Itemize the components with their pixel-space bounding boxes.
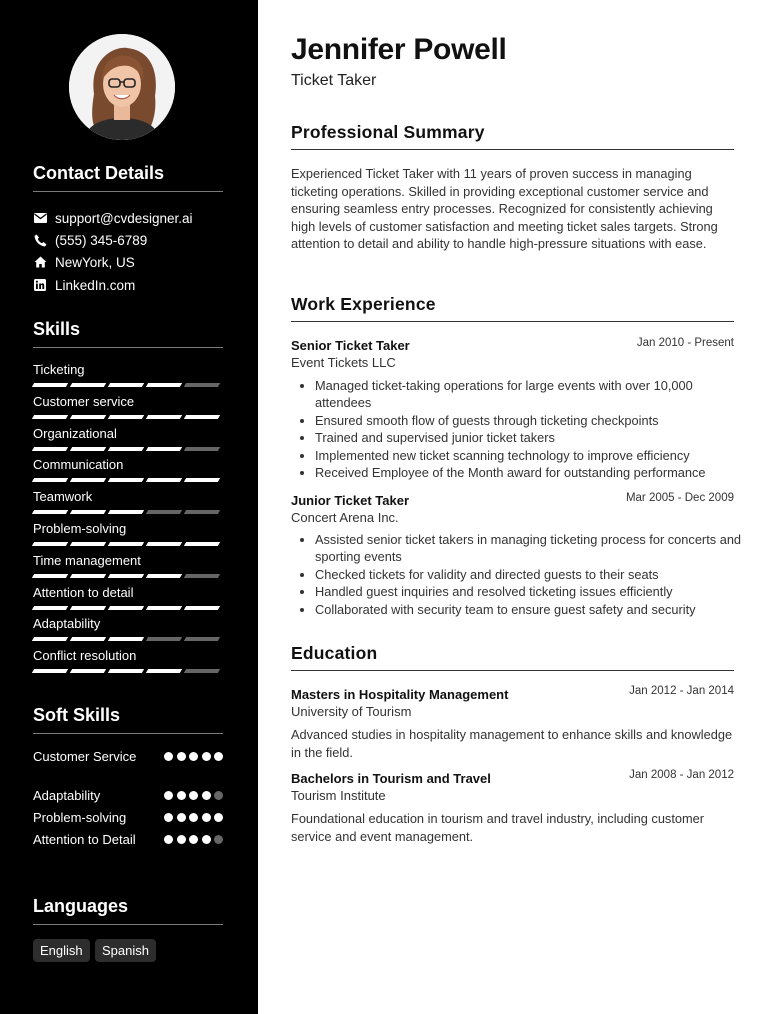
skill-level-segment — [108, 510, 144, 514]
skill-label: Time management — [33, 552, 141, 568]
skill-level-segment — [108, 574, 144, 578]
list-item: • Assisted senior ticket takers in managing ticketing process for concerts and sporting events — [315, 531, 752, 566]
rating-dot — [214, 835, 223, 844]
rating-dot — [214, 813, 223, 822]
skill-level-bar — [33, 574, 223, 578]
skill-level-segment — [184, 606, 220, 610]
job-dates: Jan 2010 - Present — [636, 337, 734, 349]
rating-dot — [164, 813, 173, 822]
soft-skill-label: Attention to Detail — [33, 832, 136, 847]
degree-title: Bachelors in Tourism and Travel — [291, 771, 491, 786]
soft-skill-label: Customer Service — [33, 749, 137, 764]
skill-label: Adaptability — [33, 616, 101, 632]
skill-label: Problem-solving — [33, 521, 127, 536]
skill-level-segment — [32, 447, 68, 451]
rating-dot — [177, 752, 186, 761]
skill-item — [33, 585, 223, 610]
skill-level-segment — [70, 637, 106, 641]
skill-label: Attention to detail — [33, 584, 134, 600]
envelope-icon — [33, 211, 47, 225]
list-item: • Implemented new ticket scanning technology to improve efficiency — [315, 447, 752, 464]
list-item: • Trained and supervised junior ticket takers — [315, 429, 752, 446]
soft-skill-rating — [161, 835, 224, 844]
skill-level-bar — [33, 606, 223, 610]
experience-section-title: Work Experience — [291, 294, 734, 322]
skill-level-segment — [184, 415, 220, 419]
job-bullets — [297, 377, 752, 481]
rating-dot — [202, 791, 211, 800]
contact-linkedin[interactable] — [33, 276, 135, 294]
contact-linkedin-text: LinkedIn.com — [55, 277, 136, 293]
rating-dot — [164, 752, 173, 761]
rating-dot — [189, 752, 198, 761]
skill-level-segment — [70, 447, 106, 451]
skill-level-segment — [32, 510, 68, 514]
person-role: Ticket Taker — [291, 72, 377, 89]
skill-level-segment — [108, 606, 144, 610]
language-tag: Spanish — [95, 939, 156, 962]
skill-level-segment — [146, 637, 182, 641]
skill-level-bar — [33, 669, 223, 673]
skill-level-bar — [33, 637, 223, 641]
skill-level-segment — [146, 542, 182, 546]
skill-level-segment — [32, 478, 68, 482]
skill-level-segment — [108, 383, 144, 387]
skill-level-segment — [70, 669, 106, 673]
skill-level-segment — [70, 542, 106, 546]
rating-dot — [177, 791, 186, 800]
skill-level-segment — [146, 606, 182, 610]
skill-label: Communication — [33, 457, 124, 473]
rating-dot — [177, 813, 186, 822]
skill-level-segment — [32, 574, 68, 578]
skill-level-segment — [184, 478, 220, 482]
skill-level-bar — [33, 447, 223, 451]
skill-level-segment — [108, 415, 144, 419]
skill-item — [33, 616, 223, 641]
skill-level-segment — [32, 415, 68, 419]
job-title: Senior Ticket Taker — [291, 338, 410, 353]
skill-level-segment — [184, 542, 220, 546]
skill-level-segment — [70, 383, 106, 387]
skill-label: Customer service — [33, 393, 135, 409]
job-title: Junior Ticket Taker — [291, 493, 410, 508]
skill-level-segment — [70, 606, 106, 610]
phone-icon — [33, 233, 47, 247]
soft-skills-section-title: Soft Skills — [33, 705, 223, 734]
skill-label: Ticketing — [33, 362, 85, 377]
rating-dot — [202, 835, 211, 844]
skill-level-segment — [146, 383, 182, 387]
skill-item — [33, 553, 223, 578]
rating-dot — [164, 791, 173, 800]
skill-level-bar — [33, 383, 223, 387]
skill-level-segment — [146, 574, 182, 578]
skill-level-segment — [184, 637, 220, 641]
list-item: • Collaborated with security team to ensure guest safety and security — [315, 601, 752, 618]
soft-skill-rating — [161, 791, 224, 800]
skill-level-bar — [33, 415, 223, 419]
skill-level-segment — [184, 574, 220, 578]
skill-level-segment — [146, 415, 182, 419]
rating-dot — [202, 813, 211, 822]
job-bullets — [297, 531, 752, 618]
person-name: Jennifer Powell — [291, 33, 507, 66]
skill-level-segment — [108, 637, 144, 641]
skill-level-segment — [146, 478, 182, 482]
skill-level-segment — [70, 574, 106, 578]
skills-section-title: Skills — [33, 319, 223, 348]
skill-level-bar — [33, 510, 223, 514]
summary-text: Experienced Ticket Taker with 11 years of proven success in managing ticketing operations. Skilled in providing exceptional customer service and ensuring seamless entry processes. Recognized for consistently achieving high levels of customer satisfaction and meeting ticket sales targets. Strong attention to detail and ability to handle high-pressure situations with ease. — [291, 166, 718, 251]
rating-dot — [164, 835, 173, 844]
skill-level-segment — [32, 606, 68, 610]
soft-skill-label: Problem-solving — [33, 810, 127, 825]
job-company: Concert Arena Inc. — [291, 510, 399, 525]
list-item: • Handled guest inquiries and resolved ticketing issues efficiently — [315, 583, 752, 600]
skill-level-segment — [32, 383, 68, 387]
skill-item — [33, 521, 223, 546]
skill-item — [33, 426, 223, 451]
sidebar — [0, 0, 258, 1014]
list-item: • Ensured smooth flow of guests through ticketing checkpoints — [315, 412, 752, 429]
rating-dot — [177, 835, 186, 844]
school-name: University of Tourism — [291, 704, 412, 719]
skill-level-segment — [146, 510, 182, 514]
job-company: Event Tickets LLC — [291, 355, 396, 370]
education-dates: Jan 2008 - Jan 2012 — [629, 769, 734, 781]
skill-level-segment — [184, 383, 220, 387]
education-section-title: Education — [291, 643, 734, 671]
rating-dot — [202, 752, 211, 761]
list-item: • Managed ticket-taking operations for large events with over 10,000 attendees — [315, 377, 752, 412]
list-item: • Received Employee of the Month award for outstanding performance — [315, 464, 752, 481]
skill-level-segment — [184, 447, 220, 451]
skill-item — [33, 648, 223, 673]
school-name: Tourism Institute — [291, 788, 386, 803]
skill-level-segment — [184, 669, 220, 673]
skill-level-segment — [146, 447, 182, 451]
skill-item — [33, 362, 223, 387]
linkedin-icon — [33, 278, 47, 292]
skill-level-segment — [108, 447, 144, 451]
rating-dot — [214, 752, 223, 761]
soft-skill-item — [33, 809, 223, 827]
soft-skill-label: Adaptability — [33, 788, 101, 803]
contact-phone-text: (555) 345-6789 — [55, 232, 148, 248]
avatar — [69, 34, 175, 140]
skill-level-bar — [33, 478, 223, 482]
skill-level-segment — [70, 478, 106, 482]
rating-dot — [189, 813, 198, 822]
contact-email[interactable] — [33, 209, 193, 227]
skill-level-segment — [32, 637, 68, 641]
contact-email-text: support@cvdesigner.ai — [55, 210, 193, 226]
contact-location — [33, 253, 135, 271]
soft-skill-item — [33, 787, 223, 805]
education-description: Foundational education in tourism and travel industry, including customer service and event management. — [291, 811, 705, 844]
skill-level-segment — [70, 415, 106, 419]
contact-location-text: NewYork, US — [55, 254, 135, 270]
education-dates: Jan 2012 - Jan 2014 — [629, 685, 734, 697]
skill-level-segment — [146, 669, 182, 673]
skill-level-segment — [184, 510, 220, 514]
soft-skill-item — [33, 831, 223, 849]
rating-dot — [189, 791, 198, 800]
skill-item — [33, 489, 223, 514]
education-description: Advanced studies in hospitality management to enhance skills and knowledge in the field. — [291, 727, 733, 760]
summary-section-title: Professional Summary — [291, 122, 734, 150]
skill-level-segment — [108, 669, 144, 673]
skill-item — [33, 394, 223, 419]
soft-skill-item — [33, 748, 223, 766]
skill-level-segment — [108, 542, 144, 546]
skill-item — [33, 457, 223, 482]
skill-level-bar — [33, 542, 223, 546]
skill-label: Teamwork — [33, 489, 93, 505]
skill-label: Organizational — [33, 425, 117, 441]
skill-level-segment — [32, 542, 68, 546]
home-icon — [33, 255, 47, 269]
skill-label: Conflict resolution — [33, 648, 137, 664]
soft-skill-rating — [161, 752, 224, 761]
skill-level-segment — [108, 478, 144, 482]
rating-dot — [214, 791, 223, 800]
rating-dot — [189, 835, 198, 844]
soft-skill-rating — [161, 813, 224, 822]
language-tag: English — [33, 939, 90, 962]
list-item: • Checked tickets for validity and directed guests to their seats — [315, 566, 752, 583]
languages-section-title: Languages — [33, 896, 223, 925]
degree-title: Masters in Hospitality Management — [291, 687, 509, 702]
skill-level-segment — [70, 510, 106, 514]
skill-level-segment — [32, 669, 68, 673]
job-dates: Mar 2005 - Dec 2009 — [625, 492, 734, 504]
contact-phone[interactable] — [33, 231, 147, 249]
contact-section-title: Contact Details — [33, 163, 223, 192]
